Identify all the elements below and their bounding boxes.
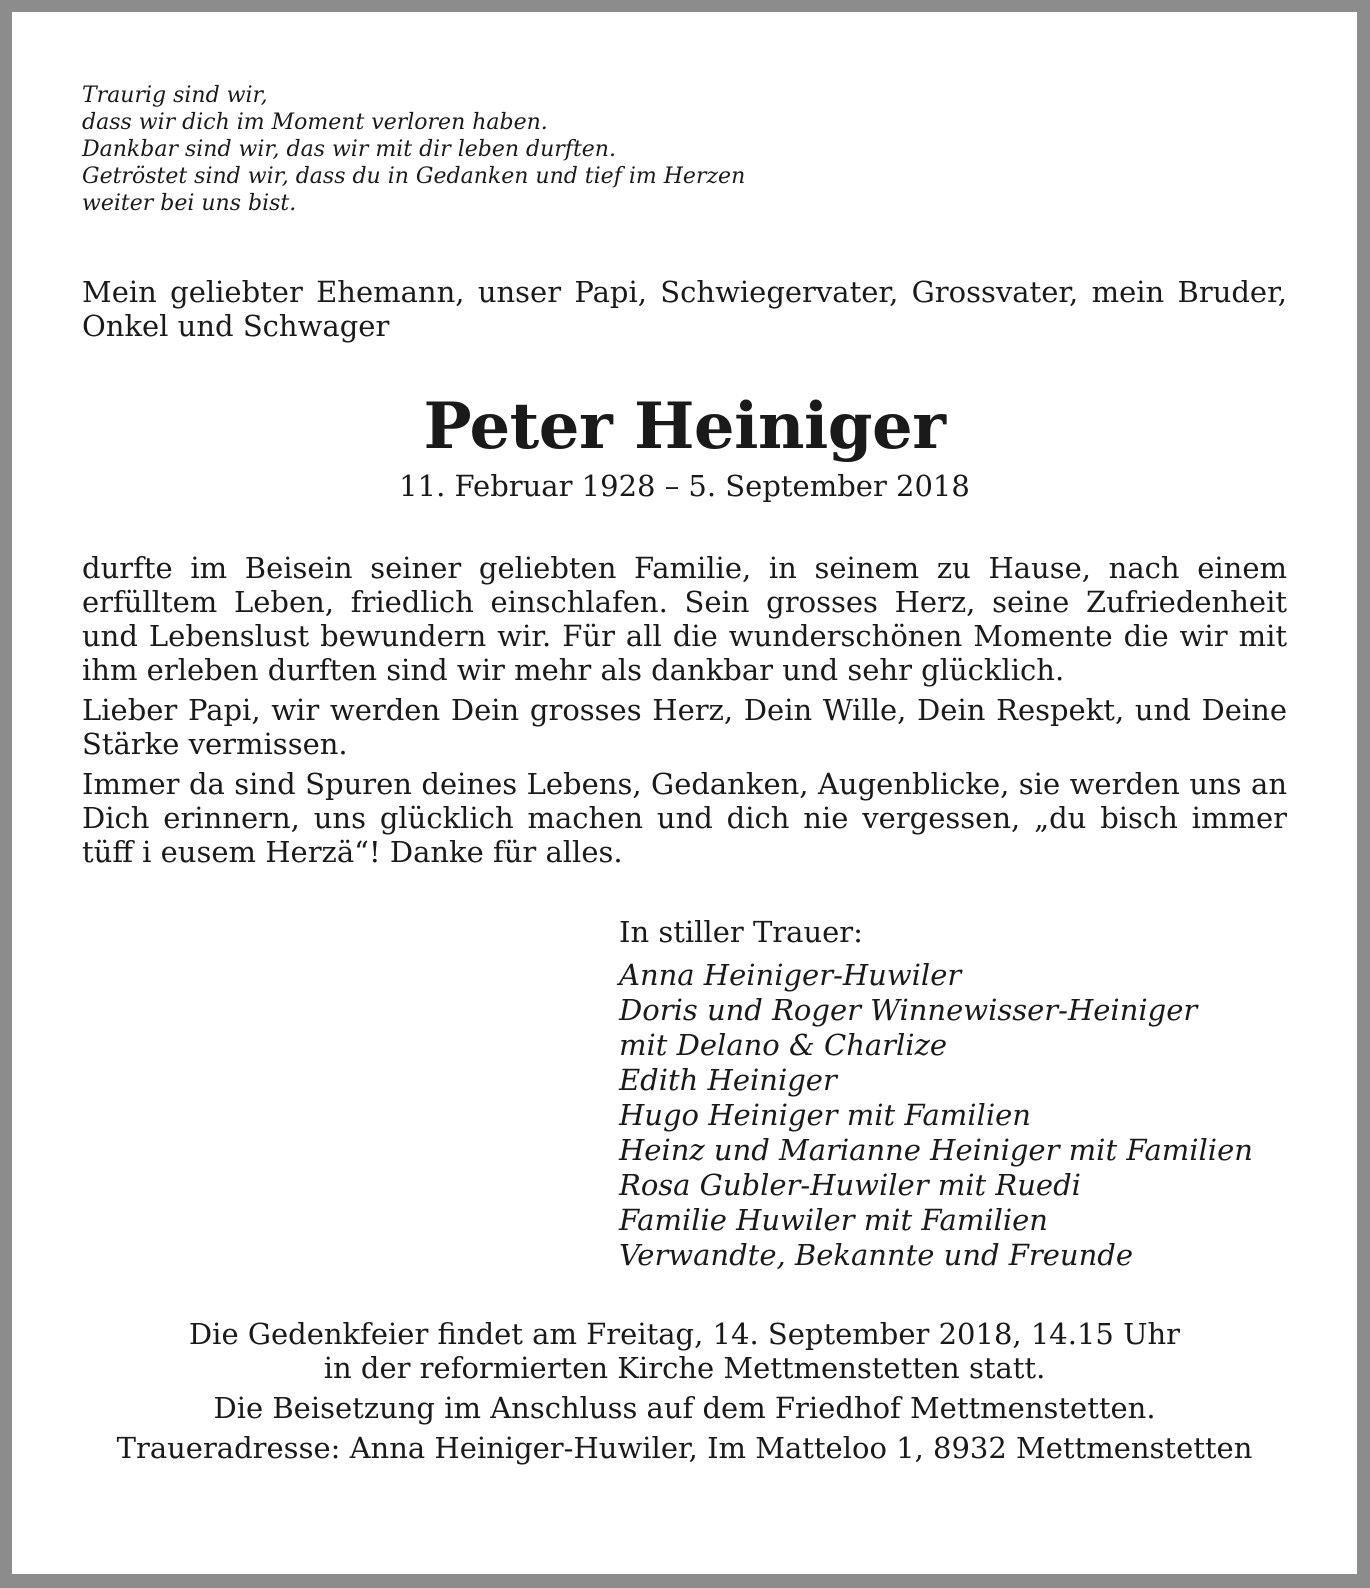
deceased-name: Peter Heiniger <box>423 389 946 464</box>
motto-line: Getröstet sind wir, dass du in Gedanken und tief im Herzen <box>82 164 746 189</box>
motto-line: Traurig sind wir, <box>82 83 268 108</box>
burial-info: Die Beisetzung im Anschluss auf dem Friedhof Mettmenstetten. <box>213 1391 1156 1425</box>
mourners-label: In stiller Trauer: <box>619 915 863 949</box>
intro-text: Mein geliebter Ehemann, unser Papi, Schwiegervater, Grossvater, mein Bruder, Onkel und Schwager <box>82 275 1287 343</box>
ceremony-info <box>82 1317 1287 1465</box>
mourner-name: Anna Heiniger-Huwiler <box>619 958 962 992</box>
obituary-content <box>82 82 1287 1471</box>
mourners-block <box>619 915 1287 1273</box>
mourner-name: Verwandte, Bekannte und Freunde <box>619 1238 1133 1272</box>
ceremony-line: Die Gedenkfeier findet am Freitag, 14. September 2018, 14.15 Uhr <box>188 1317 1181 1351</box>
body-paragraph: durfte im Beisein seiner geliebten Familie, in seinem zu Hause, nach einem erfülltem Leben, friedlich einschlafen. Sein grosses Herz, seine Zufriedenheit und Lebenslust bewundern wir. Für all die wunderschönen Momente die wir mit ihm erleben durften sind wir mehr als dankbar und sehr glücklich. <box>82 551 1287 687</box>
mourner-name: Heinz und Marianne Heiniger mit Familien <box>619 1133 1253 1167</box>
motto-verse <box>82 82 1287 217</box>
motto-line: dass wir dich im Moment verloren haben. <box>82 110 548 135</box>
mourner-name: Rosa Gubler-Huwiler mit Ruedi <box>619 1168 1081 1202</box>
mourner-name: Edith Heiniger <box>619 1063 837 1097</box>
mourner-name: Hugo Heiniger mit Familien <box>619 1098 1031 1132</box>
motto-line: weiter bei uns bist. <box>82 191 297 216</box>
mourning-address: Traueradresse: Anna Heiniger-Huwiler, Im Matteloo 1, 8932 Mettmenstetten <box>116 1431 1253 1465</box>
obituary-page <box>12 12 1357 1574</box>
motto-line: Dankbar sind wir, das wir mit dir leben durften. <box>82 137 616 162</box>
body-paragraph: Immer da sind Spuren deines Lebens, Gedanken, Augenblicke, sie werden uns an Dich erinnern, uns glücklich machen und dich nie vergessen, „du bisch immer tüff i eusem Herzä“! Danke für alles. <box>82 767 1287 869</box>
mourner-name: Doris und Roger Winnewisser-Heiniger <box>619 993 1198 1027</box>
mourners-list <box>619 958 1287 1273</box>
body-paragraph: Lieber Papi, wir werden Dein grosses Herz, Dein Wille, Dein Respekt, und Deine Stärke vermissen. <box>82 693 1287 761</box>
ceremony-details <box>82 1317 1287 1385</box>
mourner-name: mit Delano & Charlize <box>619 1028 948 1062</box>
mourner-name: Familie Huwiler mit Familien <box>619 1203 1048 1237</box>
obituary-body <box>82 551 1287 869</box>
life-dates: 11. Februar 1928 – 5. September 2018 <box>399 469 970 503</box>
ceremony-line: in der reformierten Kirche Mettmenstetten statt. <box>323 1351 1046 1385</box>
